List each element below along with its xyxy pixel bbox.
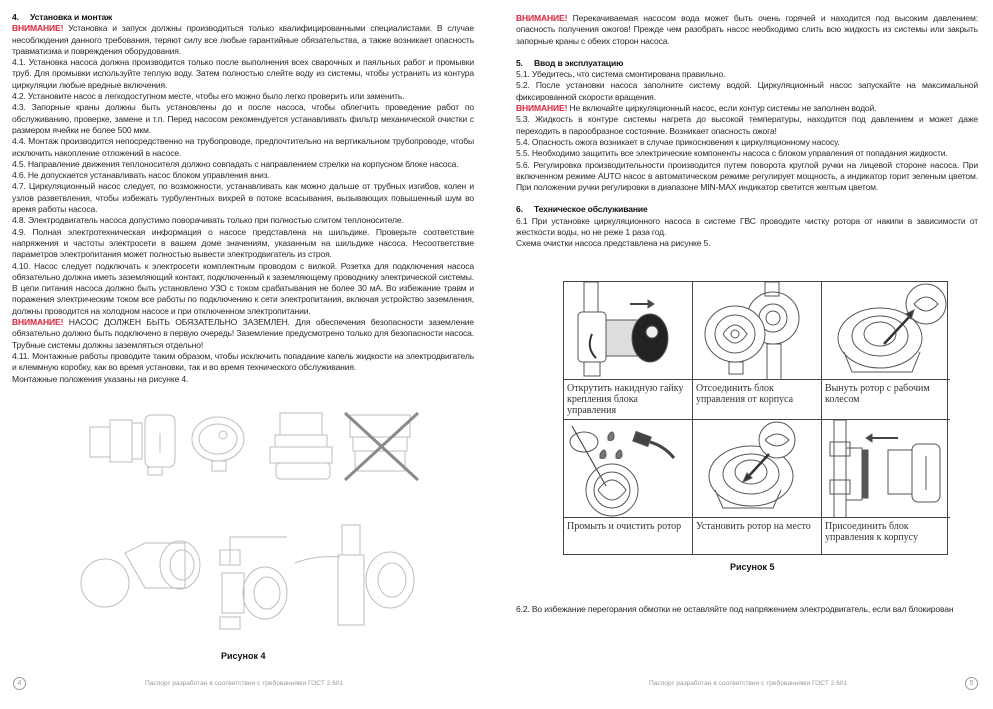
figure-4-mounting-positions: [70, 405, 430, 635]
step-6-caption: Присоединить блок управления к корпусу: [825, 521, 918, 543]
hot-water-warning-paragraph: ВНИМАНИЕ! Перекачиваемая насосом вода может быть очень горячей и находится под высоким давлением: опасность получения ожогов! Прежде чем разобрать насос необходимо слить всю жидкость из системы или закрыть запорные краны с обеих сторон насоса.: [516, 13, 978, 46]
clean-rotor-icon: [564, 420, 692, 518]
item-5-2: 5.2. После установки насоса заполните систему водой. Циркуляционный насос запускайте на максимальной фиксированной скорости вращения.: [516, 80, 978, 102]
grounding-warning-paragraph: ВНИМАНИЕ! НАСОС ДОЛЖЕН БЫТЬ ОБЯЗАТЕЛЬНО ЗАЗЕМЛЕН. Для обеспечения безопасности заземление обязательно должно быть подключено в первую очередь! Заземление предусмотрено только для безопасности насоса. Трубные системы должны заземляться отдельно!: [12, 317, 474, 350]
right-column-text: [516, 13, 978, 250]
pump-front-view-icon: [192, 417, 244, 471]
figure-5-reference: Схема очистки насоса представлена на рисунке 5.: [516, 238, 711, 249]
item-4-8: 4.8. Электродвигатель насоса допустимо поворачивать только при полностью слитом теплоносителе.: [12, 215, 404, 226]
item-5-4: 5.4. Опасность ожога возникает в случае прикосновения к циркуляционному насосу.: [516, 136, 840, 147]
install-rotor-icon: [693, 420, 821, 518]
left-column-text: [12, 12, 474, 385]
warning-label: ВНИМАНИЕ!: [516, 103, 568, 114]
figure-4-reference: Монтажные положения указаны на рисунке 4.: [12, 373, 189, 384]
steps-row-2: [564, 420, 947, 554]
incorrect-position-icon: [345, 413, 418, 480]
steps-row-1: [564, 282, 947, 420]
warning-label: ВНИМАНИЕ!: [12, 317, 64, 328]
step-3: [822, 282, 950, 420]
item-5-5: 5.5. Необходимо защитить все электрические компоненты насоса с блоком управления от попадания жидкости.: [516, 148, 948, 159]
item-4-11: 4.11. Монтажные работы проводите таким образом, чтобы исключить попадание капель жидкости на электродвигатель и клеммную коробку, как во время установки, так и во время технического обслуживания.: [12, 350, 474, 373]
item-5-1: 5.1. Убедитесь, что система смонтирована правильно.: [516, 69, 726, 80]
step-5: [693, 420, 822, 554]
pump-install-step-2-icon: [220, 537, 287, 629]
section-4-heading: 4. Установка и монтаж: [12, 12, 113, 22]
figure-5-cleaning-steps: [563, 281, 948, 555]
warning-label: ВНИМАНИЕ!: [12, 23, 64, 34]
unscrew-nut-icon: [564, 282, 692, 380]
remove-rotor-icon: [822, 282, 950, 380]
item-4-1: 4.1. Установка насоса должна производится только после выполнения всех сварочных и паяльных работ и промывки труб. Для промывки используйте теплую воду. Затем полностью слейте воду из системы, чтобы устранить из контура циркуляции любые вредные включения.: [12, 57, 474, 90]
step-1: [564, 282, 693, 420]
section-6-heading: 6. Техническое обслуживание: [516, 204, 648, 215]
pump-top-view-icon: [270, 413, 332, 479]
page-number: 5: [965, 677, 978, 690]
no-water-warning-paragraph: ВНИМАНИЕ! Не включайте циркуляционный насос, если контур системы не заполнен водой.: [516, 103, 877, 114]
step-6: [822, 420, 950, 554]
item-5-3: 5.3. Жидкость в контуре системы нагрета до высокой температуры, находится под давлением и может даже переходить в парообразное состояние. Возникает опасность ожога!: [516, 114, 978, 136]
item-4-5: 4.5. Направление движения теплоносителя должно совпадать с направлением стрелки на корпусном блоке насоса.: [12, 158, 459, 169]
step-2: [693, 282, 822, 420]
item-4-10: 4.10. Насос следует подключать к электросети комплектным проводом с вилкой. Розетка для подключения насоса обязательно должна иметь заземляющий контакт, подключенный к заземляющему проводнику электрической системы. В цепи питания насоса должно быть установлено УЗО с током срабатывания не более 30 мА. Во избежание травм и поражения электрическим током все работы по подключению к сети электропитания, включая устройство заземления, должны проводится на холодном насосе и при отключенном электропитании.: [12, 260, 474, 316]
item-4-2: 4.2. Установите насос в легкодоступном месте, чтобы его можно было легко проверить или заменить.: [12, 91, 405, 102]
pump-install-step-1-icon: [81, 541, 200, 607]
step-3-caption: Вынуть ротор с рабочим колесом: [822, 380, 950, 420]
step-1-caption: Открутить накидную гайку крепления блока управления: [564, 380, 692, 420]
warning-label: ВНИМАНИЕ!: [516, 13, 568, 23]
item-4-3: 4.3. Запорные краны должны быть установлены до и после насоса, чтобы облегчить проведение работ по обслуживанию, проверке, замене и т.п. Перед насосом рекомендуется устанавливать фильтр механической очистки с размером ячейки не более 500 мкм.: [12, 102, 474, 135]
page-number: 4: [13, 677, 26, 690]
step-5-caption: Установить ротор на место: [696, 521, 811, 532]
detach-control-unit-icon: [693, 282, 821, 380]
warning-paragraph: ВНИМАНИЕ! Установка и запуск должны производиться только квалифицированными специалистами. В случае несоблюдения данного требования, теряют силу все любые гарантийные обязательства, а также возникает опасность травматизма и повреждения оборудования.: [12, 23, 474, 56]
item-5-6: 5.6. Регулировка производительности производится путем поворота круглой ручки на лицевой стороне насоса. При включенном режиме AUTO насос в автоматическом режиме регулирует мощность, а индикатор горит зеленым цветом. При положении ручки регулировки в диапазоне MIN-MAX индикатор светится желтым цветом.: [516, 159, 978, 193]
item-4-6: 4.6. Не допускается устанавливать насос блоком управления вниз.: [12, 170, 270, 181]
step-4-caption: Промыть и очистить ротор: [567, 521, 682, 532]
page-footer: Паспорт разработан в соответствии с требованиями ГОСТ 2.601: [649, 680, 848, 687]
pump-side-view-icon: [90, 415, 175, 475]
page-footer: Паспорт разработан в соответствии с требованиями ГОСТ 2.601: [145, 680, 344, 687]
figure-4-caption: Рисунок 4: [221, 651, 266, 661]
item-4-4: 4.4. Монтаж производится непосредственно на трубопроводе, предпочтительно на вертикальном трубопроводе, чтобы исключить накопление отложений в насосе.: [12, 136, 474, 158]
figure-5-caption: Рисунок 5: [730, 562, 775, 572]
pump-install-step-3-icon: [295, 525, 414, 625]
attach-control-unit-icon: [822, 420, 950, 518]
item-6-2: 6.2. Во избежание перегорания обмотки не оставляйте под напряжением электродвигатель, если вал блокирован: [516, 604, 954, 614]
item-4-9: 4.9. Полная электротехническая информация о насосе представлена на шильдике. Проверьте соответствие напряжения и частоты электросети в вашем доме значениям, указанным на шильдике насоса. Несоответствие параметров электропитания может полностью вывести электродвигатель из строя.: [12, 226, 474, 260]
item-4-7: 4.7. Циркуляционный насос следует, по возможности, устанавливать как можно дальше от трубных изгибов, колен и узлов разветвления, чтобы избежать турбулентных вихрей в потоке всасывания, вызывающих повышенный шум во время работы насоса.: [12, 181, 474, 215]
step-4: [564, 420, 693, 554]
section-5-heading: 5. Ввод в эксплуатацию: [516, 57, 624, 68]
item-6-1: 6.1 При установке циркуляционного насоса в системе ГВС проводите чистку ротора от накипи в зависимости от жесткости воды, но не реже 1 раза год.: [516, 215, 978, 238]
page-4: [0, 0, 496, 709]
step-2-caption: Отсоединить блок управления от корпуса: [693, 380, 821, 420]
